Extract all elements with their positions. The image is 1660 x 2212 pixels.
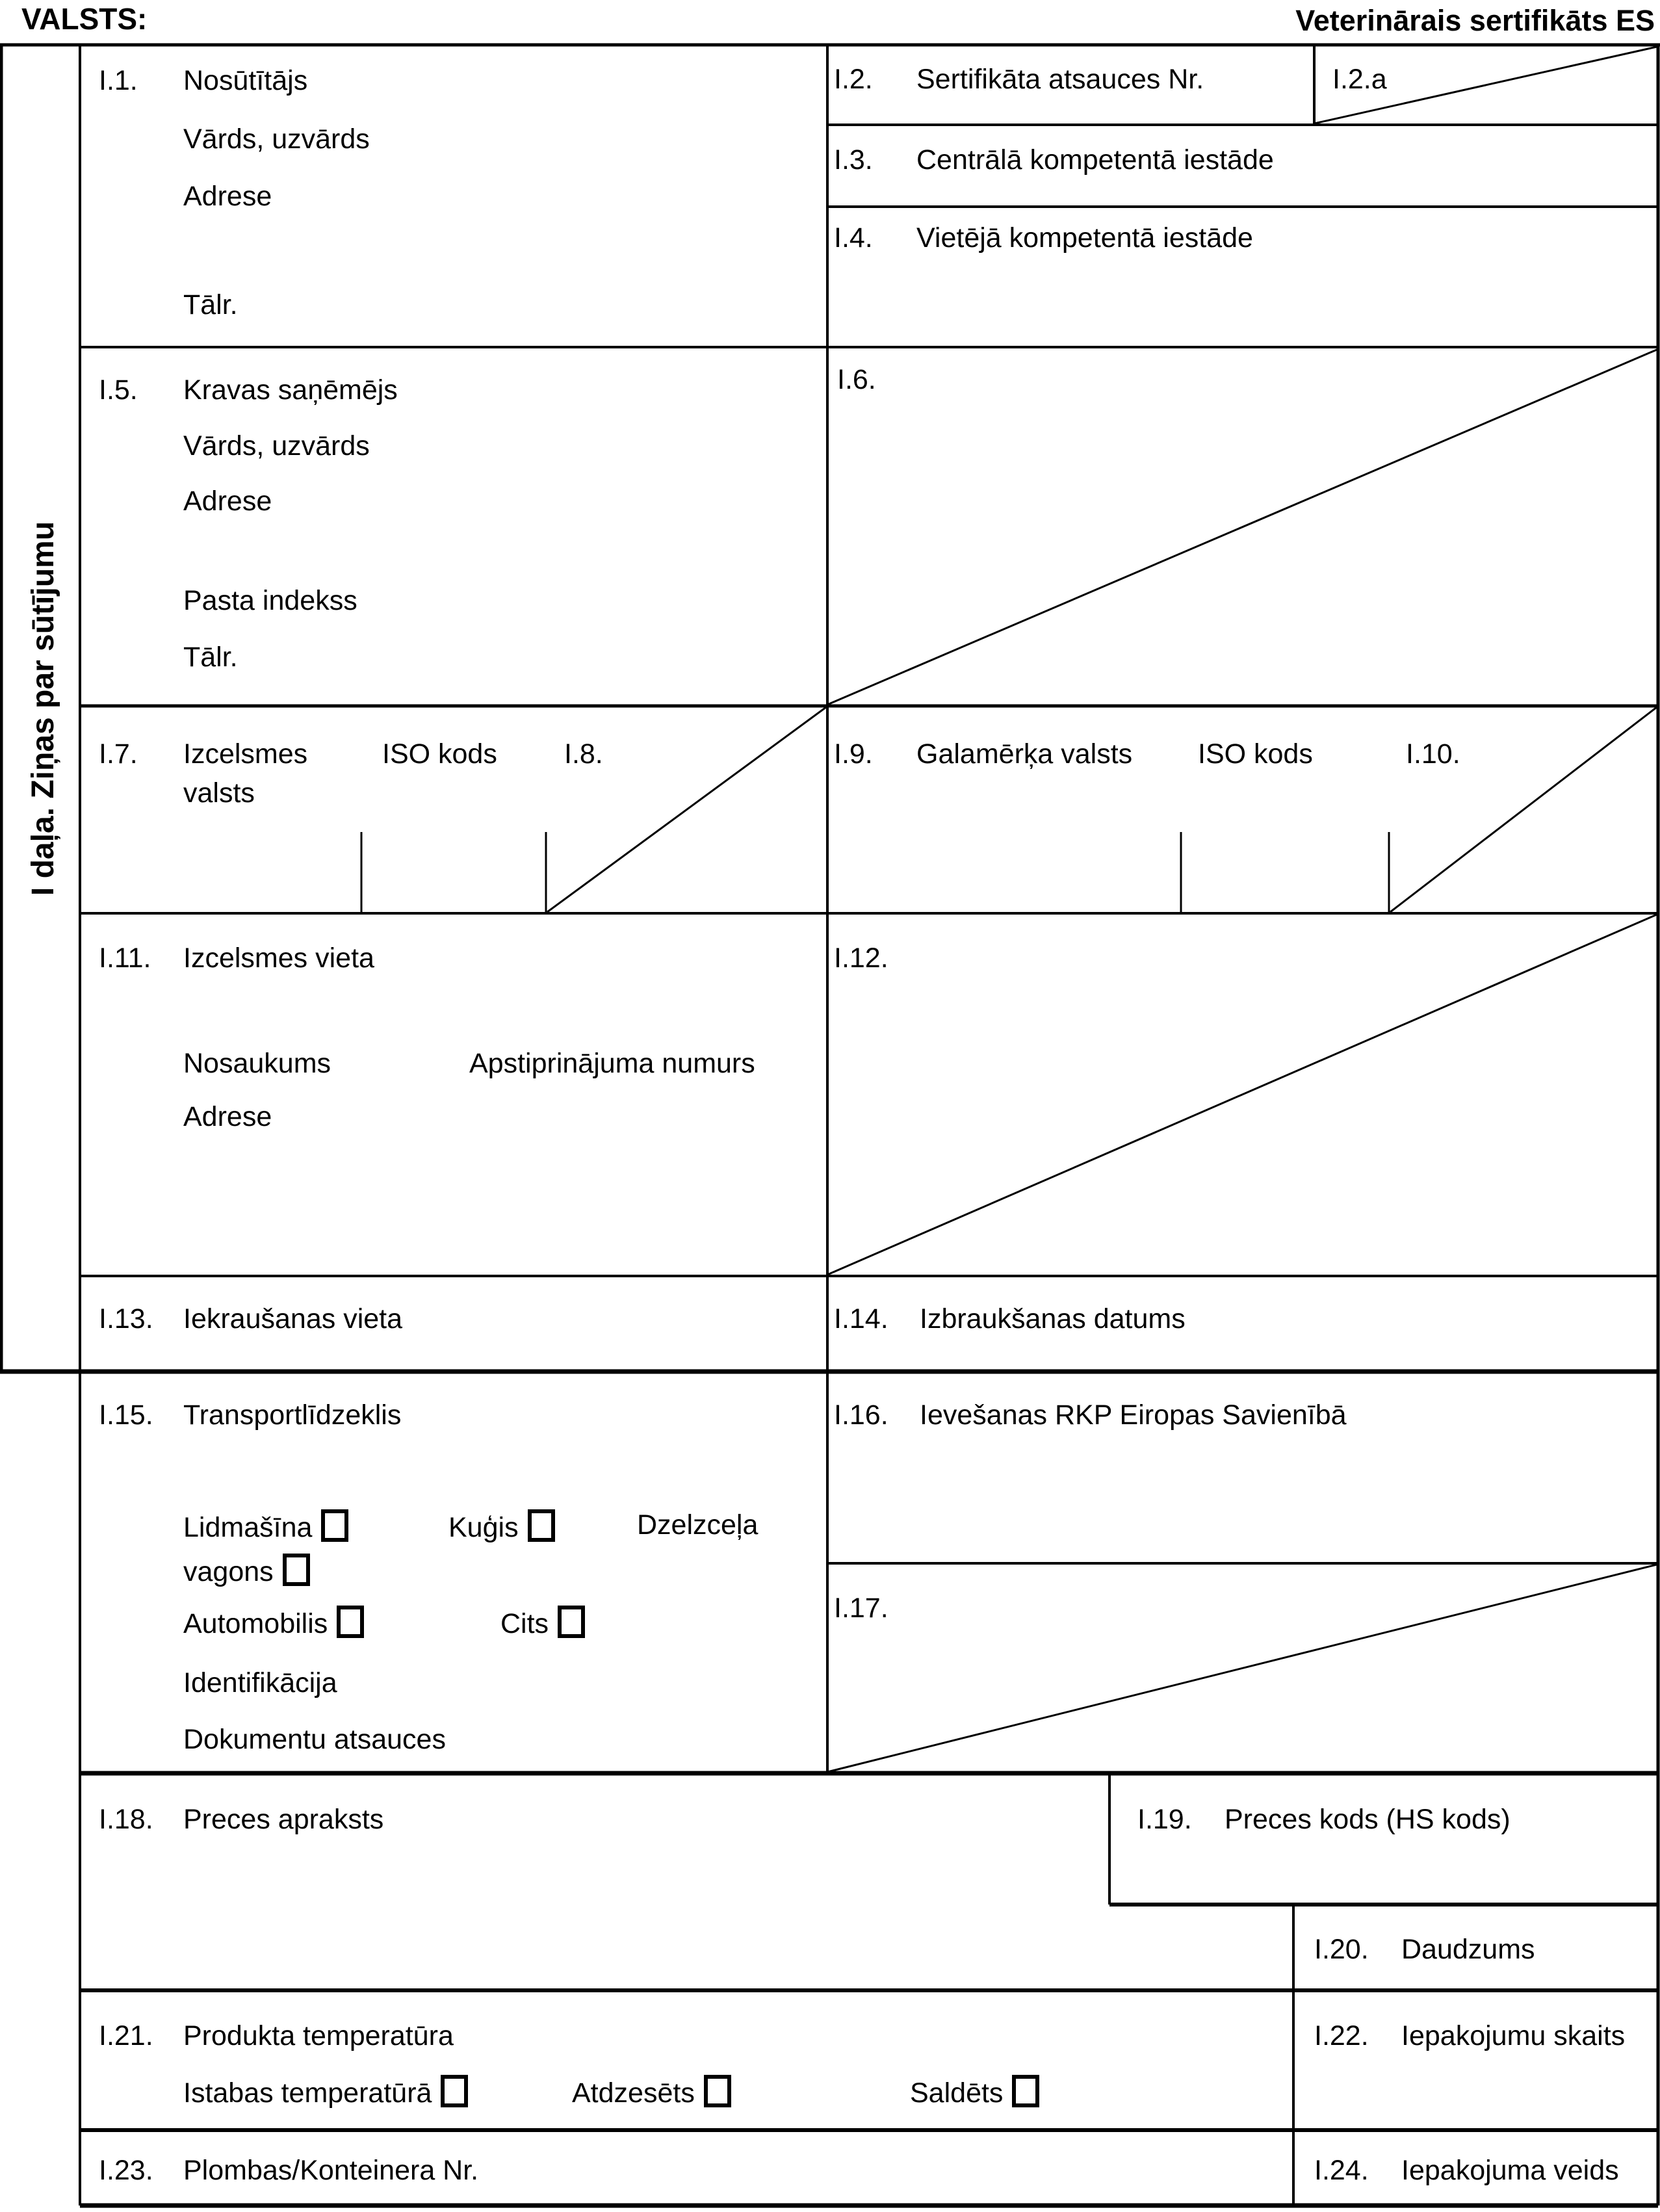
- option-kugis: [448, 1509, 555, 1544]
- option-lidmasina: [183, 1509, 348, 1544]
- field-i13-label: Iekraušanas vieta: [183, 1303, 403, 1334]
- field-i21-number: I.21.: [99, 2020, 153, 2051]
- field-i18-label: Preces apraksts: [183, 1804, 384, 1835]
- field-i12-number: I.12.: [834, 943, 888, 974]
- option-atdzesets-label: Atdzesēts: [572, 2077, 695, 2109]
- field-i2-label: Sertifikāta atsauces Nr.: [916, 64, 1204, 95]
- option-automobilis-label: Automobilis: [183, 1608, 328, 1639]
- field-i18-number: I.18.: [99, 1804, 153, 1835]
- checkbox-automobilis[interactable]: [337, 1606, 364, 1638]
- field-i5-postal-line: Pasta indekss: [183, 585, 357, 616]
- field-i4-label: Vietējā kompetentā iestāde: [916, 222, 1253, 254]
- field-i15-doc-refs: Dokumentu atsauces: [183, 1724, 446, 1755]
- field-i24-number: I.24.: [1314, 2155, 1369, 2186]
- document-title: Veterinārais sertifikāts ES: [1295, 4, 1655, 37]
- field-i7-iso-label: ISO kods: [382, 738, 497, 770]
- field-i7-label-line2: valsts: [183, 777, 255, 809]
- field-i11-name-label: Nosaukums: [183, 1048, 331, 1079]
- option-istabas-temperatura: [183, 2075, 468, 2109]
- field-i16-label: Ievešanas RKP Eiropas Savienībā: [920, 1399, 1347, 1431]
- option-atdzesets: [572, 2075, 731, 2109]
- option-dzelzcela-vagons: [183, 1554, 310, 1588]
- field-i24-label: Iepakojuma veids: [1401, 2155, 1619, 2186]
- field-i1-label: Nosūtītājs: [183, 65, 308, 96]
- option-cits: [500, 1606, 585, 1640]
- field-i14-label: Izbraukšanas datums: [920, 1303, 1186, 1334]
- field-i19-number: I.19.: [1137, 1804, 1192, 1835]
- field-i8-number: I.8.: [564, 738, 603, 770]
- field-i16-number: I.16.: [834, 1399, 888, 1431]
- field-i3-number: I.3.: [834, 144, 873, 176]
- option-saldets-label: Saldēts: [910, 2077, 1004, 2109]
- field-i5-address-line: Adrese: [183, 486, 272, 517]
- field-i1-tel-line: Tālr.: [183, 289, 238, 320]
- checkbox-dzelzcela-vagons[interactable]: [283, 1554, 310, 1586]
- option-saldets: [910, 2075, 1039, 2109]
- checkbox-cits[interactable]: [558, 1606, 585, 1638]
- field-i9-iso-label: ISO kods: [1198, 738, 1313, 770]
- field-i1-name-line: Vārds, uzvārds: [183, 124, 370, 155]
- field-i20-number: I.20.: [1314, 1934, 1369, 1965]
- part1-sidebar-label: I daļa. Ziņas par sūtījumu: [26, 521, 60, 896]
- field-i13-number: I.13.: [99, 1303, 153, 1334]
- field-i15-identification: Identifikācija: [183, 1667, 337, 1698]
- checkbox-lidmasina[interactable]: [321, 1509, 348, 1542]
- field-i9-number: I.9.: [834, 738, 873, 770]
- option-cits-label: Cits: [500, 1608, 549, 1639]
- option-dzelzcela-line1: Dzelzceļa: [637, 1509, 759, 1541]
- field-i22-label: Iepakojumu skaits: [1401, 2020, 1626, 2051]
- checkbox-kugis[interactable]: [528, 1509, 555, 1542]
- field-i14-number: I.14.: [834, 1303, 888, 1334]
- field-i21-label: Produkta temperatūra: [183, 2020, 454, 2051]
- field-i23-number: I.23.: [99, 2155, 153, 2186]
- checkbox-istabas-temperatura[interactable]: [441, 2075, 468, 2107]
- field-i15-label: Transportlīdzeklis: [183, 1399, 402, 1431]
- field-i11-approval-label: Apstiprinājuma numurs: [469, 1048, 755, 1079]
- field-i5-number: I.5.: [99, 374, 138, 406]
- field-i1-number: I.1.: [99, 65, 138, 96]
- field-i22-number: I.22.: [1314, 2020, 1369, 2051]
- field-i2a-number: I.2.a: [1332, 64, 1387, 95]
- field-i6-number: I.6.: [837, 364, 876, 395]
- field-i2-number: I.2.: [834, 64, 873, 95]
- field-i23-label: Plombas/Konteinera Nr.: [183, 2155, 479, 2186]
- field-i3-label: Centrālā kompetentā iestāde: [916, 144, 1274, 176]
- option-automobilis: [183, 1606, 364, 1640]
- field-i11-number: I.11.: [99, 943, 151, 974]
- field-i5-label: Kravas saņēmējs: [183, 374, 398, 406]
- field-i1-address-line: Adrese: [183, 181, 272, 212]
- field-i11-label: Izcelsmes vieta: [183, 943, 374, 974]
- field-i9-label: Galamērķa valsts: [916, 738, 1133, 770]
- field-i10-number: I.10.: [1406, 738, 1460, 770]
- option-lidmasina-label: Lidmašīna: [183, 1512, 313, 1543]
- option-istabas-temperatura-label: Istabas temperatūrā: [183, 2077, 432, 2109]
- field-i20-label: Daudzums: [1401, 1934, 1535, 1965]
- field-i11-address-label: Adrese: [183, 1101, 272, 1132]
- field-i5-name-line: Vārds, uzvārds: [183, 430, 370, 462]
- checkbox-saldets[interactable]: [1012, 2075, 1039, 2107]
- option-kugis-label: Kuģis: [448, 1512, 519, 1543]
- option-vagons-label: vagons: [183, 1556, 274, 1587]
- checkbox-atdzesets[interactable]: [704, 2075, 731, 2107]
- field-i17-number: I.17.: [834, 1593, 888, 1624]
- field-i7-label-line1: Izcelsmes: [183, 738, 308, 770]
- country-label: VALSTS:: [21, 2, 148, 36]
- field-i19-label: Preces kods (HS kods): [1225, 1804, 1511, 1835]
- field-i7-number: I.7.: [99, 738, 138, 770]
- field-i15-number: I.15.: [99, 1399, 153, 1431]
- field-i5-tel-line: Tālr.: [183, 642, 238, 673]
- field-i4-number: I.4.: [834, 222, 873, 254]
